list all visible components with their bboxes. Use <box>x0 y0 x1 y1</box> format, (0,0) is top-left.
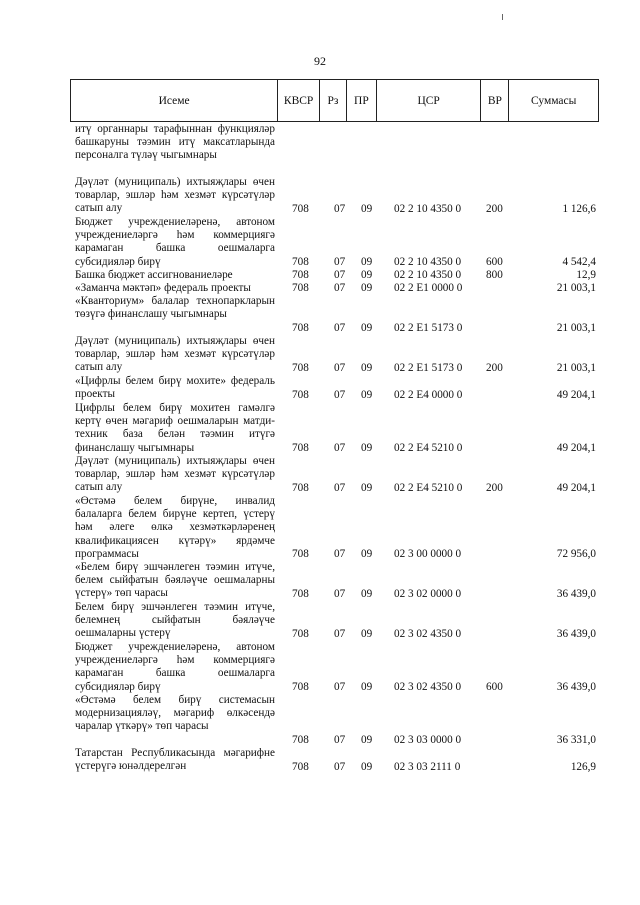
row-rz: 07 <box>334 281 346 294</box>
row-vr: 600 <box>486 680 503 693</box>
table-row <box>0 561 640 601</box>
row-kvsr: 708 <box>292 627 309 640</box>
row-kvsr: 708 <box>292 255 309 268</box>
row-csr: 02 3 00 0000 0 <box>394 547 462 560</box>
row-kvsr: 708 <box>292 361 309 374</box>
row-name: Бюджет учреждениеләренә, автоном учреждениеләргә һәм коммерциягә карамаган башка оешмаларга субсидияләр бирү <box>75 216 275 268</box>
row-sum: 36 331,0 <box>556 733 596 746</box>
table-body <box>0 123 640 774</box>
row-name: Башка бюджет ассигнованиеләре <box>75 269 233 281</box>
row-name: «Заманча мәктәп» федераль проекты <box>75 282 251 294</box>
row-sum: 1 126,6 <box>562 202 596 215</box>
row-pr: 09 <box>361 733 373 746</box>
row-name: Дәүләт (муниципаль) ихтыяҗлары өчен товарлар, эшләр һәм хезмәт күрсәтүләр сатып алу <box>75 335 275 374</box>
row-csr: 02 2 10 4350 0 <box>394 268 462 281</box>
row-rz: 07 <box>334 547 346 560</box>
row-csr: 02 2 10 4350 0 <box>394 255 462 268</box>
row-pr: 09 <box>361 627 373 640</box>
row-pr: 09 <box>361 388 373 401</box>
scan-mark <box>502 14 503 20</box>
table-row <box>0 123 640 176</box>
row-sum: 49 204,1 <box>556 441 596 454</box>
column-header-pr: ПР <box>347 80 377 121</box>
row-name: «Цифрлы белем бирү мохите» федераль проекты <box>75 375 275 401</box>
row-sum: 49 204,1 <box>556 388 596 401</box>
row-rz: 07 <box>334 627 346 640</box>
row-sum: 36 439,0 <box>556 587 596 600</box>
row-csr: 02 3 02 4350 0 <box>394 627 462 640</box>
row-sum: 12,9 <box>576 268 596 281</box>
row-csr: 02 3 02 0000 0 <box>394 587 462 600</box>
row-rz: 07 <box>334 321 346 334</box>
row-csr: 02 2 E4 5210 0 <box>394 481 463 494</box>
table-row <box>0 295 640 335</box>
row-sum: 21 003,1 <box>556 281 596 294</box>
row-name: Татарстан Республикасында мәгарифне үстерүгә юнәлдерелгән <box>75 747 275 773</box>
row-rz: 07 <box>334 202 346 215</box>
row-vr: 200 <box>486 481 503 494</box>
row-name: «Кванториум» балалар технопаркларын төзүгә финанслашу чыгымнары <box>75 295 275 321</box>
column-header-kvsr: КВСР <box>278 80 320 121</box>
row-csr: 02 3 02 4350 0 <box>394 680 462 693</box>
column-header-vr: ВР <box>481 80 509 121</box>
row-kvsr: 708 <box>292 388 309 401</box>
row-pr: 09 <box>361 255 373 268</box>
row-rz: 07 <box>334 481 346 494</box>
row-vr: 200 <box>486 202 503 215</box>
row-rz: 07 <box>334 733 346 746</box>
table-row <box>0 335 640 375</box>
row-vr: 800 <box>486 268 503 281</box>
row-csr: 02 2 10 4350 0 <box>394 202 462 215</box>
row-pr: 09 <box>361 441 373 454</box>
row-name: Дәүләт (муниципаль) ихтыяҗлары өчен товарлар, эшләр һәм хезмәт күрсәтүләр сатып алу <box>75 455 275 494</box>
row-name: Белем бирү эшчәнлеген тәэмин итүче, белемнең сыйфатын бәяләүче оешмаларны үстерү <box>75 601 275 640</box>
row-pr: 09 <box>361 547 373 560</box>
row-pr: 09 <box>361 587 373 600</box>
row-name: «Өстәмә белем бирүне, инвалид балаларга белем бирүне кертеп, үстерү һәм әлеге өлкә хезмәткәрләренең квалификациясен күтәрү» ярдәмче программасы <box>75 495 275 560</box>
row-rz: 07 <box>334 680 346 693</box>
column-header-sum: Суммасы <box>530 94 577 107</box>
table-row <box>0 601 640 641</box>
row-kvsr: 708 <box>292 281 309 294</box>
row-sum: 126,9 <box>570 760 596 773</box>
row-kvsr: 708 <box>292 268 309 281</box>
row-kvsr: 708 <box>292 680 309 693</box>
row-vr: 600 <box>486 255 503 268</box>
row-sum: 36 439,0 <box>556 627 596 640</box>
page-number: 92 <box>314 54 326 68</box>
row-rz: 07 <box>334 388 346 401</box>
row-kvsr: 708 <box>292 733 309 746</box>
row-csr: 02 2 E4 0000 0 <box>394 388 463 401</box>
row-pr: 09 <box>361 481 373 494</box>
row-rz: 07 <box>334 587 346 600</box>
row-rz: 07 <box>334 361 346 374</box>
row-csr: 02 2 E1 0000 0 <box>394 281 463 294</box>
row-pr: 09 <box>361 321 373 334</box>
table-row <box>0 747 640 774</box>
column-header-name: Исеме <box>71 80 278 121</box>
row-pr: 09 <box>361 281 373 294</box>
column-header-rz: Рз <box>320 80 347 121</box>
row-rz: 07 <box>334 255 346 268</box>
row-name: «Белем бирү эшчәнлеген тәэмин итүче, белем сыйфатын бәяләүче оешмаларны үстерү» төп чарасы <box>75 561 275 600</box>
row-pr: 09 <box>361 680 373 693</box>
row-kvsr: 708 <box>292 587 309 600</box>
table-row <box>0 216 640 269</box>
table-row <box>0 375 640 402</box>
row-csr: 02 2 E1 5173 0 <box>394 361 463 374</box>
table-row <box>0 641 640 694</box>
row-sum: 21 003,1 <box>556 361 596 374</box>
row-csr: 02 2 E1 5173 0 <box>394 321 463 334</box>
table-row <box>0 402 640 455</box>
row-sum: 4 542,4 <box>562 255 596 268</box>
row-name: итү органнары тарафыннан функцияләр башкаруны тәэмин итү максатларында персоналга түләү чыгымнары <box>75 123 275 162</box>
row-sum: 72 956,0 <box>556 547 596 560</box>
table-row <box>0 176 640 216</box>
row-name: «Өстәмә белем бирү системасын модернизацияләү, мәгариф өлкәсендә чаралар үткәрү» төп чарасы <box>75 694 275 733</box>
row-kvsr: 708 <box>292 547 309 560</box>
row-csr: 02 3 03 2111 0 <box>394 760 461 773</box>
row-sum: 36 439,0 <box>556 680 596 693</box>
row-pr: 09 <box>361 202 373 215</box>
row-kvsr: 708 <box>292 441 309 454</box>
row-pr: 09 <box>361 361 373 374</box>
row-kvsr: 708 <box>292 202 309 215</box>
row-kvsr: 708 <box>292 481 309 494</box>
row-kvsr: 708 <box>292 760 309 773</box>
row-sum: 21 003,1 <box>556 321 596 334</box>
row-sum: 49 204,1 <box>556 481 596 494</box>
row-vr: 200 <box>486 361 503 374</box>
table-row <box>0 455 640 495</box>
row-rz: 07 <box>334 268 346 281</box>
row-csr: 02 3 03 0000 0 <box>394 733 462 746</box>
row-name: Цифрлы белем бирү мохитен гамәлгә кертү өчен мәгариф оешмаларын матди-техник база белән тәэмин итүгә финанслашу чыгымнары <box>75 402 275 454</box>
row-rz: 07 <box>334 760 346 773</box>
table-row <box>0 269 640 282</box>
table-header <box>70 79 599 122</box>
row-name: Бюджет учреждениеләренә, автоном учреждениеләргә һәм коммерциягә карамаган башка оешмаларга субсидияләр бирү <box>75 641 275 693</box>
row-csr: 02 2 E4 5210 0 <box>394 441 463 454</box>
column-header-csr: ЦСР <box>377 80 482 121</box>
row-name: Дәүләт (муниципаль) ихтыяҗлары өчен товарлар, эшләр һәм хезмәт күрсәтүләр сатып алу <box>75 176 275 215</box>
table-row <box>0 694 640 747</box>
row-kvsr: 708 <box>292 321 309 334</box>
row-pr: 09 <box>361 268 373 281</box>
row-pr: 09 <box>361 760 373 773</box>
table-row <box>0 282 640 295</box>
table-row <box>0 495 640 561</box>
row-rz: 07 <box>334 441 346 454</box>
